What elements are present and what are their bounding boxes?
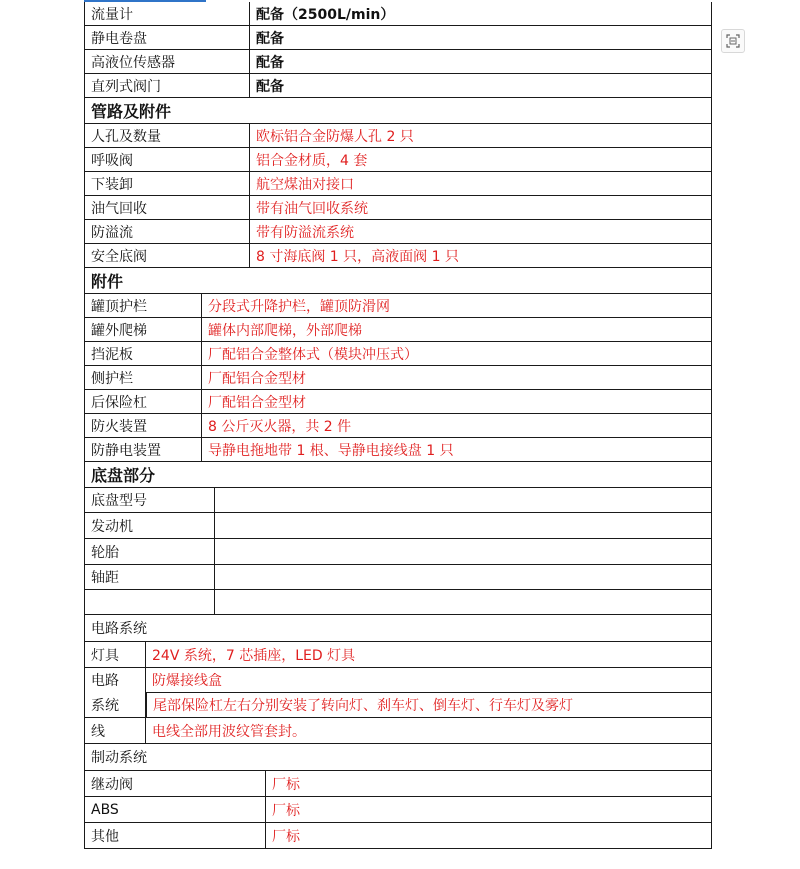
table-row	[84, 74, 712, 98]
table-row	[84, 539, 712, 565]
row-value: 配备（2500L/min）	[249, 2, 711, 25]
row-value	[214, 488, 711, 512]
row-label: 呼吸阀	[91, 152, 133, 169]
table-row	[84, 366, 712, 390]
focus-frame-icon[interactable]	[721, 29, 745, 53]
row-value: 厂标	[265, 823, 711, 848]
table-row	[84, 342, 712, 366]
row-value: 8 寸海底阀 1 只，高液面阀 1 只	[249, 244, 711, 267]
spec-table	[84, 2, 712, 849]
table-row	[84, 50, 712, 74]
section-header	[84, 462, 712, 488]
row-value: 配备	[249, 26, 711, 49]
table-row	[84, 124, 712, 148]
row-value: 厂配铝合金型材	[201, 390, 711, 413]
row-value: 厂标	[265, 771, 711, 796]
table-row	[84, 488, 712, 513]
table-row	[84, 172, 712, 196]
row-value: 带有防溢流系统	[249, 220, 711, 243]
row-value: 防爆接线盒	[146, 668, 711, 693]
row-label-line: 电路	[91, 673, 119, 690]
row-value: 配备	[249, 74, 711, 97]
section-title: 底盘部分	[91, 466, 156, 485]
table-row	[84, 414, 712, 438]
row-label: 人孔及数量	[91, 128, 161, 145]
row-value-group	[145, 668, 711, 717]
row-label: 防火装置	[91, 418, 147, 435]
row-label: 油气回收	[91, 200, 147, 217]
row-label: ABS	[91, 801, 119, 818]
table-row	[84, 590, 712, 615]
row-label: 罐外爬梯	[91, 322, 147, 339]
section-title: 电路系统	[91, 621, 147, 637]
row-label: 发动机	[91, 518, 133, 535]
row-value: 8 公斤灭火器，共 2 件	[201, 414, 711, 437]
row-value: 厂配铝合金型材	[201, 366, 711, 389]
row-label: 底盘型号	[91, 493, 147, 509]
section-title: 附件	[91, 272, 124, 291]
row-value: 带有油气回收系统	[249, 196, 711, 219]
table-row	[84, 823, 712, 849]
row-label: 防溢流	[91, 224, 133, 241]
row-value: 厂标	[265, 797, 711, 822]
row-label: 其他	[91, 828, 119, 845]
table-row	[84, 2, 712, 26]
row-value: 分段式升降护栏，罐顶防滑网	[201, 294, 711, 317]
row-value: 厂配铝合金整体式（模块冲压式）	[201, 342, 711, 365]
table-row	[84, 390, 712, 414]
row-label	[85, 590, 214, 614]
row-value: 铝合金材质，4 套	[249, 148, 711, 171]
row-value: 罐体内部爬梯，外部爬梯	[201, 318, 711, 341]
row-label: 直列式阀门	[91, 78, 161, 95]
row-label: 轴距	[91, 570, 119, 586]
table-row	[84, 244, 712, 268]
row-value: 航空煤油对接口	[249, 172, 711, 195]
row-label-line: 系统	[91, 697, 119, 714]
row-label: 流量计	[91, 6, 133, 23]
row-label: 静电卷盘	[91, 30, 147, 47]
table-row	[84, 26, 712, 50]
row-value: 24V 系统，7 芯插座，LED 灯具	[145, 642, 711, 667]
section-header	[84, 268, 712, 294]
table-row	[84, 220, 712, 244]
section-title: 管路及附件	[91, 102, 172, 121]
table-row	[84, 642, 712, 668]
row-value: 导静电拖地带 1 根、导静电接线盘 1 只	[201, 438, 711, 461]
row-label: 侧护栏	[91, 370, 133, 387]
table-row	[84, 318, 712, 342]
row-value	[214, 590, 711, 614]
row-value: 配备	[249, 50, 711, 73]
table-row	[84, 565, 712, 590]
table-row	[84, 294, 712, 318]
row-value: 欧标铝合金防爆人孔 2 只	[249, 124, 711, 147]
table-row	[84, 668, 712, 718]
row-label: 继动阀	[91, 776, 133, 793]
row-label: 灯具	[91, 647, 119, 664]
table-row	[84, 771, 712, 797]
row-value	[214, 513, 711, 538]
row-label: 挡泥板	[91, 346, 133, 363]
section-header	[84, 744, 712, 771]
row-label: 高液位传感器	[91, 54, 175, 71]
row-label: 防静电装置	[91, 442, 161, 459]
table-row	[84, 797, 712, 823]
row-label: 下装卸	[91, 176, 133, 193]
row-label: 轮胎	[91, 544, 119, 561]
row-value: 电线全部用波纹管套封。	[145, 718, 711, 743]
table-row	[84, 718, 712, 744]
row-label: 罐顶护栏	[91, 298, 147, 315]
row-label: 安全底阀	[91, 248, 147, 265]
row-label: 后保险杠	[91, 394, 147, 411]
section-header	[84, 615, 712, 642]
section-header	[84, 98, 712, 124]
row-value	[214, 565, 711, 589]
table-row	[84, 148, 712, 172]
row-value: 尾部保险杠左右分别安装了转向灯、刹车灯、倒车灯、行车灯及雾灯	[146, 693, 711, 717]
table-row	[84, 438, 712, 462]
row-label	[85, 668, 145, 717]
section-title: 制动系统	[91, 750, 147, 766]
row-label: 线	[91, 723, 105, 740]
table-row	[84, 513, 712, 539]
row-value	[214, 539, 711, 564]
table-row	[84, 196, 712, 220]
